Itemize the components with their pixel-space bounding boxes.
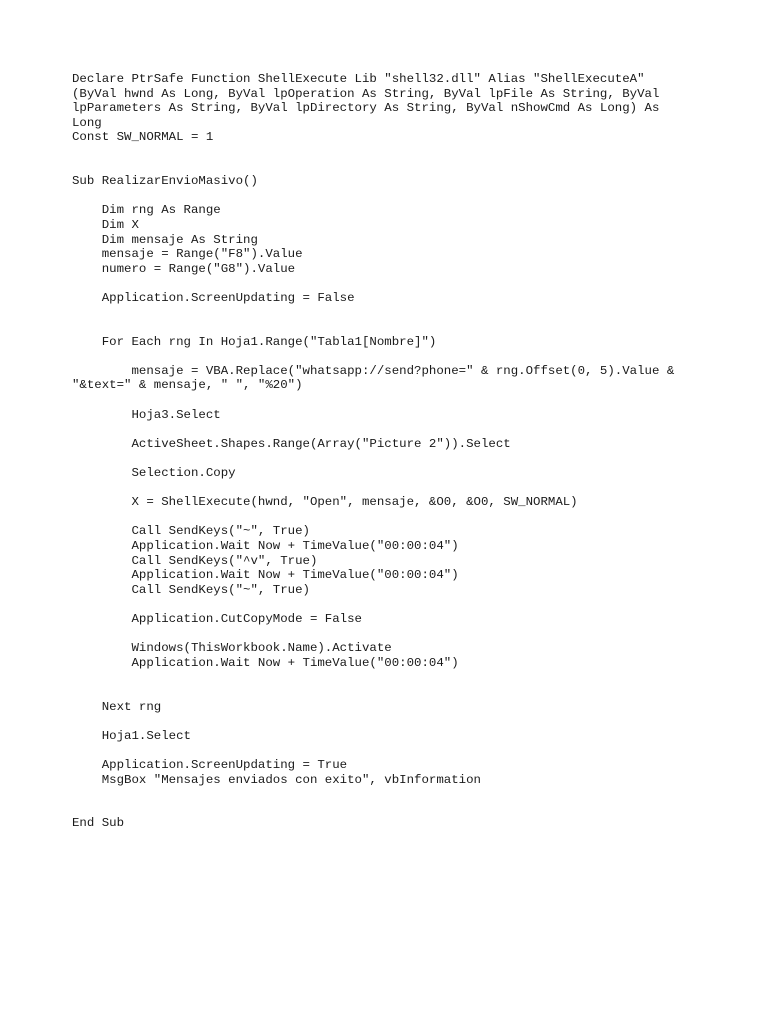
code-line [72,714,712,729]
code-line: Next rng [72,699,162,714]
code-line [72,189,712,204]
code-line [72,743,712,758]
code-line: Call SendKeys("^v", True) [72,553,318,568]
code-line [72,670,712,685]
code-line: Application.Wait Now + TimeValue("00:00:04") [72,539,459,553]
code-line: End Sub [72,816,125,831]
code-line [72,160,712,175]
code-line [72,685,712,700]
code-line: Dim mensaje As String [72,232,258,247]
code-line: Application.CutCopyMode = False [72,611,362,626]
code-line [72,451,712,466]
code-line [72,306,712,321]
code-line: MsgBox "Mensajes enviados con exito", vbInformation [72,772,481,787]
code-line: X = ShellExecute(hwnd, "Open", mensaje, &O0, &O0, SW_NORMAL) [72,495,578,510]
code-line [72,276,712,291]
code-line [72,349,712,364]
code-line: Selection.Copy [72,466,236,481]
code-line: "&text=" & mensaje, " ", "%20") [72,378,303,393]
code-line: Hoja3.Select [72,407,221,422]
code-line [72,597,712,612]
code-block [72,72,712,831]
code-line [72,481,712,496]
code-line: Dim X [72,217,139,232]
code-line: mensaje = Range("F8").Value [72,247,303,262]
code-line: lpParameters As String, ByVal lpDirectory As String, ByVal nShowCmd As Long) As [72,101,660,116]
code-line: Sub RealizarEnvioMasivo() [72,174,258,189]
code-line [72,787,712,802]
code-line: ActiveSheet.Shapes.Range(Array("Picture 2")).Select [72,436,511,451]
code-line: (ByVal hwnd As Long, ByVal lpOperation As String, ByVal lpFile As String, ByVal [72,86,660,101]
code-line: Long [72,115,102,130]
code-line [72,393,712,408]
code-line: Dim rng As Range [72,203,221,218]
code-line: Hoja1.Select [72,728,191,743]
code-line [72,510,712,525]
code-line: Windows(ThisWorkbook.Name).Activate [72,641,392,656]
code-line: For Each rng In Hoja1.Range("Tabla1[Nombre]") [72,334,437,349]
code-line: numero = Range("G8").Value [72,261,296,276]
code-line: Call SendKeys("~", True) [72,582,310,597]
code-line: Application.ScreenUpdating = True [72,757,348,772]
code-line: Const SW_NORMAL = 1 [72,130,214,145]
code-line: Declare PtrSafe Function ShellExecute Lib "shell32.dll" Alias "ShellExecuteA" [72,72,645,86]
code-line: mensaje = VBA.Replace("whatsapp://send?phone=" & rng.Offset(0, 5).Value & [72,363,675,378]
code-line: Call SendKeys("~", True) [72,524,310,539]
code-line: Application.Wait Now + TimeValue("00:00:04") [72,568,459,583]
code-line: Application.ScreenUpdating = False [72,290,355,305]
code-line [72,627,712,642]
code-line: Application.Wait Now + TimeValue("00:00:04") [72,655,459,670]
code-line [72,320,712,335]
code-line [72,422,712,437]
code-line [72,145,712,160]
code-line [72,802,712,817]
